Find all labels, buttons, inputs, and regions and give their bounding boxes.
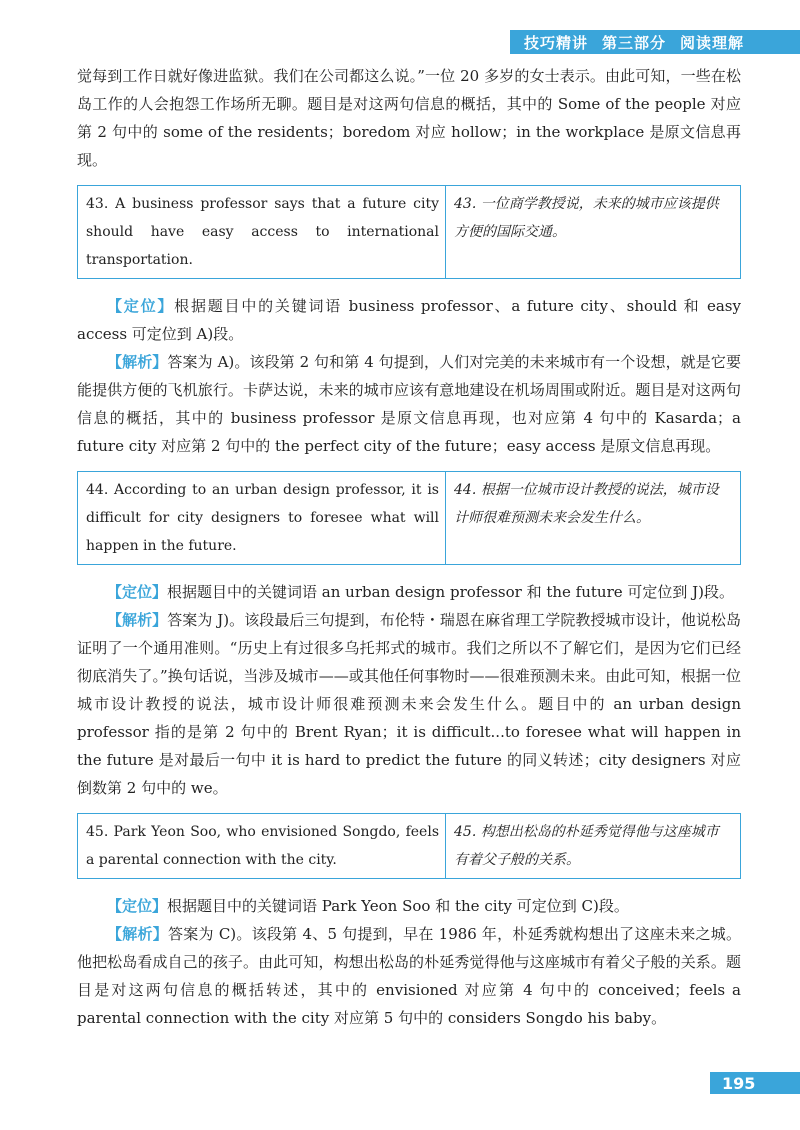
analysis-tag: 【解析】 [107,353,168,371]
analysis-text: 答案为 A)。该段第 2 句和第 4 句提到，人们对完美的未来城市有一个设想，就是它要能提供方便的飞机旅行。卡萨达说，未来的城市应该有意地建设在机场周围或附近。题目是对这两句信息的概括，其中的 business professor 是原文信息再现，也对应第 4 句中的 Kasarda；a future city 对应第 2 句中的 the perfect city of the future；easy access 是原文信息再现。 [77,353,741,455]
question-box-43 [77,185,741,279]
page-content [77,62,741,1032]
header-section-3: 阅读理解 [680,33,745,52]
locate-tag: 【定位】 [107,897,168,915]
question-box-45 [77,813,741,879]
analysis-text: 答案为 C)。该段第 4、5 句提到，早在 1986 年，朴延秀就构想出了这座未来之城。他把松岛看成自己的孩子。由此可知，构想出松岛的朴延秀觉得他与这座城市有着父子般的关系。题目是对这两句信息的概括转述，其中的 envisioned 对应第 4 句中的 conceived；feels a parental connection with the city 对应第 5 句中的 considers Songdo his baby。 [77,925,741,1027]
intro-paragraph: 觉每到工作日就好像进监狱。我们在公司都这么说。”一位 20 多岁的女士表示。由此可知，一些在松岛工作的人会抱怨工作场所无聊。题目是对这两句信息的概括，其中的 Some of the people 对应第 2 句中的 some of the residents；boredom 对应 hollow；in the workplace 是原文信息再现。 [77,67,741,169]
analysis-tag: 【解析】 [107,925,169,943]
locate-tag: 【定位】 [107,297,175,315]
locate-text: 根据题目中的关键词语 business professor、a future city、should 和 easy access 可定位到 A)段。 [77,297,741,343]
question-statement-zh: 43. 一位商学教授说，未来的城市应该提供方便的国际交通。 [454,196,719,240]
locate-text: 根据题目中的关键词语 an urban design professor 和 the future 可定位到 J)段。 [167,583,735,601]
header-section-2: 第三部分 [602,33,667,52]
question-statement-en: 44. According to an urban design professor, it is difficult for city designers to foresee what will happen in the future. [78,472,446,564]
question-statement-zh: 45. 构想出松岛的朴延秀觉得他与这座城市有着父子般的关系。 [454,824,719,868]
page-number: 195 [722,1073,756,1093]
question-statement-en: 45. Park Yeon Soo, who envisioned Songdo, feels a parental connection with the city. [78,814,446,878]
header-section-1: 技巧精讲 [524,33,589,52]
question-statement-en: 43. A business professor says that a future city should have easy access to international transportation. [78,186,446,278]
question-box-44 [77,471,741,565]
locate-tag: 【定位】 [107,583,168,601]
analysis-text: 答案为 J)。该段最后三句提到，布伦特・瑞恩在麻省理工学院教授城市设计，他说松岛证明了一个通用准则。“历史上有过很多乌托邦式的城市。我们之所以不了解它们，是因为它们已经彻底消失了。”换句话说，当涉及城市——或其他任何事物时——很难预测未来。由此可知，根据一位城市设计教授的说法，城市设计师很难预测未来会发生什么。题目中的 an urban design professor 指的是第 2 句中的 Brent Ryan；it is difficult...to foresee what will happen in the future 是对最后一句中 it is hard to predict the future 的同义转述；city designers 对应倒数第 2 句中的 we。 [77,611,741,797]
analysis-paragraph [77,348,741,460]
locate-paragraph [77,892,741,920]
question-statement-zh: 44. 根据一位城市设计教授的说法，城市设计师很难预测未来会发生什么。 [454,482,719,526]
page-number-tab [710,1072,800,1094]
locate-paragraph [77,292,741,348]
locate-text: 根据题目中的关键词语 Park Yeon Soo 和 the city 可定位到 C)段。 [167,897,629,915]
locate-paragraph [77,578,741,606]
analysis-paragraph [77,920,741,1032]
section-header [510,30,800,54]
analysis-tag: 【解析】 [107,611,168,629]
analysis-paragraph [77,606,741,802]
